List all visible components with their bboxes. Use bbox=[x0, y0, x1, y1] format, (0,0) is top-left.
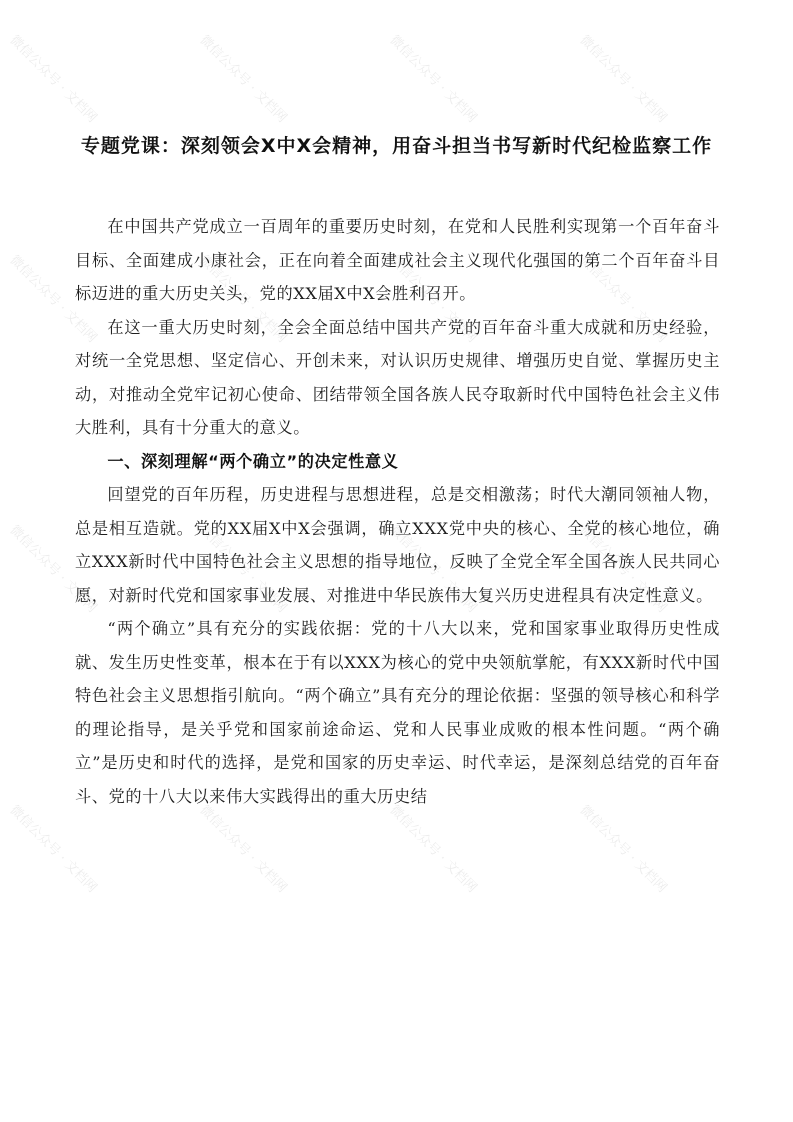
paragraph-1: 在中国共产党成立一百周年的重要历史时刻，在党和人民胜利实现第一个百年奋斗目标、全面建成小康社会，正在向着全面建成社会主义现代化强国的第二个百年奋斗目标迈进的重大历史关头，党的XX届X中X会胜利召开。 bbox=[75, 217, 720, 303]
document-title: 专题党课：深刻领会X中X会精神，用奋斗担当书写新时代纪检监察工作 bbox=[80, 134, 713, 157]
watermark-text: 微信公众号 · 文档网 bbox=[196, 252, 290, 346]
paragraph-3: 回望党的百年历程，历史进程与思想进程，总是交相激荡；时代大潮同领袖人物，总是相互造就。党的XX届X中X会强调，确立XXX党中央的核心、全党的核心地位，确立XXX新时代中国特色社会主义思想的指导地位，反映了全党全军全国各族人民共同心愿，对新时代党和国家事业发展、对推进中华民族伟大复兴历史进程具有决定性意义。 bbox=[75, 485, 720, 605]
paragraph-2: 在这一重大历史时刻，全会全面总结中国共产党的百年奋斗重大成就和历史经验，对统一全党思想、坚定信心、开创未来，对认识历史规律、增强历史自觉、掌握历史主动，对推动全党牢记初心使命、团结带领全国各族人民夺取新时代中国特色社会主义伟大胜利，具有十分重大的意义。 bbox=[75, 317, 720, 437]
watermark-text: 微信公众号 · 文档网 bbox=[576, 252, 670, 346]
watermark-text: 微信公众号 · 文档网 bbox=[6, 252, 100, 346]
section-heading-1: 一、深刻理解“两个确立”的决定性意义 bbox=[107, 451, 399, 471]
watermark-text: 微信公众号 · 文档网 bbox=[386, 32, 480, 126]
watermark-text: 微信公众号 · 文档网 bbox=[576, 32, 670, 126]
document-body bbox=[75, 210, 720, 813]
watermark-text: 微信公众号 · 文档网 bbox=[196, 802, 290, 896]
watermark-text: 微信公众号 · 文档网 bbox=[576, 522, 670, 616]
watermark-text: 微信公众号 · 文档网 bbox=[6, 32, 100, 126]
watermark-text: 微信公众号 · 文档网 bbox=[386, 522, 480, 616]
watermark-text: 微信公众号 · 文档网 bbox=[386, 802, 480, 896]
watermark-text: 微信公众号 · 文档网 bbox=[576, 802, 670, 896]
watermark-text: 微信公众号 · 文档网 bbox=[386, 252, 480, 346]
paragraph-4: “两个确立”具有充分的实践依据：党的十八大以来，党和国家事业取得历史性成就、发生历史性变革，根本在于有以XXX为核心的党中央领航掌舵，有XXX新时代中国特色社会主义思想指引航向。“两个确立”具有充分的理论依据：坚强的领导核心和科学的理论指导，是关乎党和国家前途命运、党和人民事业成败的根本性问题。“两个确立”是历史和时代的选择，是党和国家的历史幸运、时代幸运，是深刻总结党的百年奋斗、党的十八大以来伟大实践得出的重大历史结 bbox=[75, 619, 720, 806]
watermark-text: 微信公众号 · 文档网 bbox=[6, 522, 100, 616]
watermark-text: 微信公众号 · 文档网 bbox=[196, 522, 290, 616]
watermark-text: 微信公众号 · 文档网 bbox=[196, 32, 290, 126]
watermark-text: 微信公众号 · 文档网 bbox=[6, 802, 100, 896]
